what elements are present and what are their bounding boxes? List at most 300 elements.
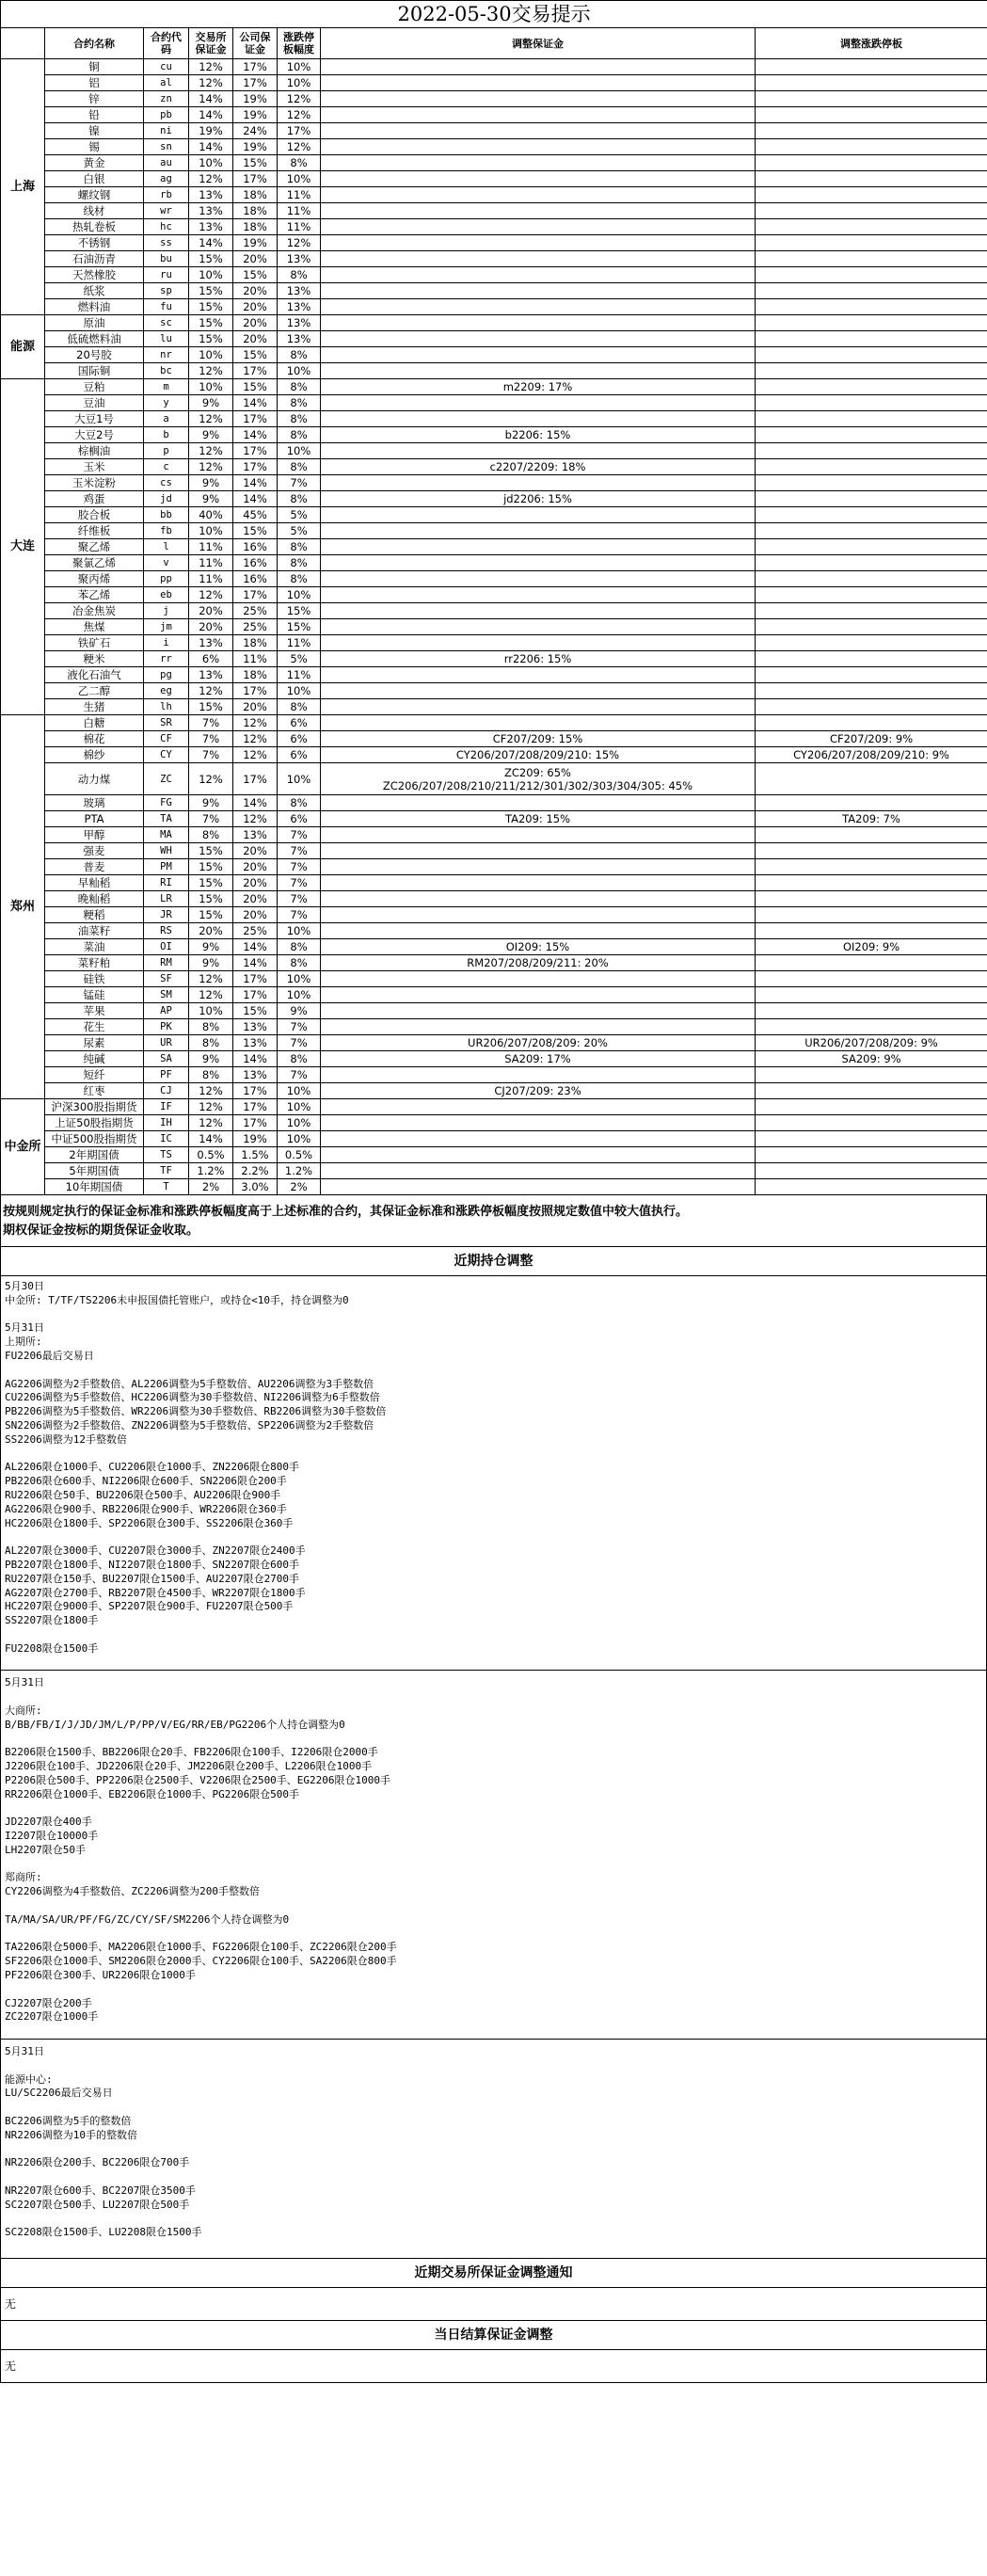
contract-name: 豆油 xyxy=(45,395,144,411)
contract-code: rr xyxy=(144,651,189,667)
price-limit: 10% xyxy=(278,59,321,75)
company-margin: 14% xyxy=(233,427,278,443)
company-margin: 17% xyxy=(233,683,278,699)
exchange-margin: 10% xyxy=(189,267,233,283)
rules-note xyxy=(0,1195,987,1246)
adjusted-limit xyxy=(756,1099,987,1115)
contract-code: zn xyxy=(144,91,189,107)
adjusted-limit xyxy=(756,283,987,299)
adjusted-limit xyxy=(756,571,987,587)
price-limit: 12% xyxy=(278,235,321,251)
price-limit: 12% xyxy=(278,139,321,155)
contract-row xyxy=(1,891,987,907)
contract-name: 玉米淀粉 xyxy=(45,475,144,491)
contract-name: 原油 xyxy=(45,315,144,331)
adjusted-margin: OI209: 15% xyxy=(321,939,756,955)
adjusted-limit: TA209: 7% xyxy=(756,811,987,827)
company-margin: 20% xyxy=(233,251,278,267)
exchange-margin: 13% xyxy=(189,203,233,219)
position-line: CJ2207限仓200手 xyxy=(5,1996,92,2009)
exchange-margin: 14% xyxy=(189,107,233,123)
exchange-margin: 14% xyxy=(189,139,233,155)
price-limit: 13% xyxy=(278,251,321,267)
adjusted-limit: UR206/207/208/209: 9% xyxy=(756,1035,987,1051)
contract-row xyxy=(1,555,987,571)
price-limit: 8% xyxy=(278,699,321,715)
contract-code: T xyxy=(144,1179,189,1195)
price-limit: 8% xyxy=(278,347,321,363)
adjusted-limit xyxy=(756,763,987,795)
price-limit: 8% xyxy=(278,411,321,427)
contract-name: 大豆2号 xyxy=(45,427,144,443)
adjusted-margin xyxy=(321,907,756,923)
company-margin: 14% xyxy=(233,955,278,971)
company-margin: 12% xyxy=(233,731,278,747)
contract-code: IF xyxy=(144,1099,189,1115)
page-title: 2022-05-30交易提示 xyxy=(1,1,987,28)
adjusted-margin xyxy=(321,1131,756,1147)
contract-row xyxy=(1,571,987,587)
price-limit: 10% xyxy=(278,923,321,939)
price-limit: 15% xyxy=(278,619,321,635)
adjusted-margin: jd2206: 15% xyxy=(321,491,756,507)
contract-row xyxy=(1,619,987,635)
adjusted-margin xyxy=(321,91,756,107)
adjusted-margin xyxy=(321,75,756,91)
exchange-margin: 15% xyxy=(189,875,233,891)
company-margin: 12% xyxy=(233,747,278,763)
exchange-margin: 12% xyxy=(189,171,233,187)
adjusted-limit xyxy=(756,171,987,187)
contract-code: hc xyxy=(144,219,189,235)
contract-name: 粳米 xyxy=(45,651,144,667)
price-limit: 10% xyxy=(278,443,321,459)
adjusted-margin xyxy=(321,59,756,75)
contract-name: 焦煤 xyxy=(45,619,144,635)
position-block xyxy=(5,1913,982,1928)
company-margin: 45% xyxy=(233,507,278,523)
position-line: PB2206限仓600手、NI2206限仓600手、SN2206限仓200手 xyxy=(5,1475,287,1488)
header-exchange xyxy=(1,28,45,59)
contract-name: 红枣 xyxy=(45,1083,144,1099)
company-margin: 20% xyxy=(233,891,278,907)
contract-row xyxy=(1,347,987,363)
position-line: 上期所: xyxy=(5,1336,42,1349)
price-limit: 7% xyxy=(278,859,321,875)
adjusted-limit xyxy=(756,651,987,667)
adjusted-limit xyxy=(756,683,987,699)
exchange-margin: 11% xyxy=(189,555,233,571)
exchange-margin: 10% xyxy=(189,1003,233,1019)
company-margin: 17% xyxy=(233,1099,278,1115)
position-block xyxy=(5,2073,982,2102)
price-limit: 13% xyxy=(278,331,321,347)
contract-name: 国际铜 xyxy=(45,363,144,379)
contract-row xyxy=(1,1035,987,1051)
contract-name: 低硫燃料油 xyxy=(45,331,144,347)
price-limit: 8% xyxy=(278,491,321,507)
contract-code: m xyxy=(144,379,189,395)
price-limit: 8% xyxy=(278,555,321,571)
contract-row xyxy=(1,315,987,331)
adjusted-limit xyxy=(756,155,987,171)
adjusted-margin xyxy=(321,267,756,283)
position-line: TA/MA/SA/UR/PF/FG/ZC/CY/SF/SM2206个人持仓调整为0 xyxy=(5,1912,290,1926)
contract-name: 锡 xyxy=(45,139,144,155)
adjusted-margin xyxy=(321,891,756,907)
exchange-margin: 19% xyxy=(189,123,233,139)
contract-name: 菜籽粕 xyxy=(45,955,144,971)
contract-name: 黄金 xyxy=(45,155,144,171)
adjusted-margin xyxy=(321,299,756,315)
exchange-label: 上海 xyxy=(1,59,45,315)
company-margin: 25% xyxy=(233,923,278,939)
contract-name: 沪深300股指期货 xyxy=(45,1099,144,1115)
adjusted-limit xyxy=(756,251,987,267)
adjusted-margin: ZC209: 65% ZC206/207/208/210/211/212/301/302/303/304/305: 45% xyxy=(321,763,756,795)
section-divider xyxy=(1,1670,986,1671)
company-margin: 1.5% xyxy=(233,1147,278,1163)
contract-row xyxy=(1,203,987,219)
price-limit: 11% xyxy=(278,667,321,683)
position-line: RU2206限仓50手、BU2206限仓500手、AU2206限仓900手 xyxy=(5,1488,281,1501)
position-line: NR2206调整为10手的整数倍 xyxy=(5,2128,137,2141)
adjusted-margin xyxy=(321,475,756,491)
position-line: LU/SC2206最后交易日 xyxy=(5,2087,113,2100)
exchange-margin: 15% xyxy=(189,699,233,715)
price-limit: 10% xyxy=(278,171,321,187)
price-limit: 8% xyxy=(278,571,321,587)
price-limit: 7% xyxy=(278,475,321,491)
contract-name: 玉米 xyxy=(45,459,144,475)
position-line: NR2206限仓200手、BC2206限仓700手 xyxy=(5,2156,190,2169)
price-limit: 9% xyxy=(278,1003,321,1019)
contract-row xyxy=(1,715,987,731)
position-line: 郑商所: xyxy=(5,1871,42,1884)
contract-name: 铅 xyxy=(45,107,144,123)
exchange-margin: 15% xyxy=(189,315,233,331)
exchange-margin: 9% xyxy=(189,491,233,507)
adjusted-margin xyxy=(321,1003,756,1019)
contract-row xyxy=(1,283,987,299)
contract-name: 上证50股指期货 xyxy=(45,1115,144,1131)
adjusted-margin: CF207/209: 15% xyxy=(321,731,756,747)
contract-name: 短纤 xyxy=(45,1067,144,1083)
contract-name: 鸡蛋 xyxy=(45,491,144,507)
price-limit: 8% xyxy=(278,955,321,971)
position-line: LH2207限仓50手 xyxy=(5,1843,86,1856)
contract-name: 镍 xyxy=(45,123,144,139)
exchange-margin: 20% xyxy=(189,923,233,939)
price-limit: 17% xyxy=(278,123,321,139)
adjusted-margin xyxy=(321,795,756,811)
contract-code: jd xyxy=(144,491,189,507)
adjusted-limit xyxy=(756,379,987,395)
exchange-margin: 12% xyxy=(189,75,233,91)
contract-name: 5年期国债 xyxy=(45,1163,144,1179)
adjusted-limit xyxy=(756,443,987,459)
company-margin: 3.0% xyxy=(233,1179,278,1195)
contract-row xyxy=(1,795,987,811)
contract-name: 20号胶 xyxy=(45,347,144,363)
exchange-margin: 8% xyxy=(189,1067,233,1083)
company-margin: 20% xyxy=(233,875,278,891)
company-margin: 20% xyxy=(233,859,278,875)
contract-code: bc xyxy=(144,363,189,379)
adjusted-limit xyxy=(756,699,987,715)
company-margin: 18% xyxy=(233,667,278,683)
price-limit: 12% xyxy=(278,91,321,107)
adjusted-margin xyxy=(321,635,756,651)
position-line: AL2207限仓3000手、CU2207限仓3000手、ZN2207限仓2400手 xyxy=(5,1544,306,1558)
adjusted-margin xyxy=(321,859,756,875)
price-limit: 8% xyxy=(278,379,321,395)
contract-code: au xyxy=(144,155,189,171)
contract-code: bb xyxy=(144,507,189,523)
exchange-margin: 12% xyxy=(189,363,233,379)
price-limit: 8% xyxy=(278,795,321,811)
price-limit: 6% xyxy=(278,731,321,747)
contract-row xyxy=(1,267,987,283)
contract-name: 锰硅 xyxy=(45,987,144,1003)
position-line: TA2206限仓5000手、MA2206限仓1000手、FG2206限仓100手、ZC2206限仓200手 xyxy=(5,1941,397,1954)
adjusted-margin xyxy=(321,395,756,411)
position-line: B/BB/FB/I/J/JD/JM/L/P/PP/V/EG/RR/EB/PG2206个人持仓调整为0 xyxy=(5,1718,345,1731)
adjusted-limit xyxy=(756,1179,987,1195)
position-block xyxy=(5,2184,982,2213)
company-margin: 11% xyxy=(233,651,278,667)
contract-code: MA xyxy=(144,827,189,843)
contract-name: 乙二醇 xyxy=(45,683,144,699)
position-block xyxy=(5,1997,982,2025)
contract-row xyxy=(1,59,987,75)
adjusted-limit xyxy=(756,267,987,283)
contract-name: 菜油 xyxy=(45,939,144,955)
adjusted-limit xyxy=(756,619,987,635)
adjusted-limit xyxy=(756,523,987,539)
contract-code: eg xyxy=(144,683,189,699)
adjusted-margin: b2206: 15% xyxy=(321,427,756,443)
contract-row xyxy=(1,539,987,555)
contract-row xyxy=(1,523,987,539)
price-limit: 12% xyxy=(278,107,321,123)
adjusted-limit xyxy=(756,1163,987,1179)
adjusted-margin xyxy=(321,443,756,459)
contract-name: 纯碱 xyxy=(45,1051,144,1067)
position-block xyxy=(5,1676,982,1690)
adjusted-margin: c2207/2209: 18% xyxy=(321,459,756,475)
contract-row xyxy=(1,763,987,795)
position-block xyxy=(5,1941,982,1982)
adjusted-margin xyxy=(321,875,756,891)
exchange-margin: 12% xyxy=(189,971,233,987)
contract-name: 石油沥青 xyxy=(45,251,144,267)
exchange-margin: 13% xyxy=(189,635,233,651)
adjusted-margin xyxy=(321,1163,756,1179)
adjusted-margin xyxy=(321,1019,756,1035)
exchange-margin: 15% xyxy=(189,891,233,907)
adjusted-margin xyxy=(321,683,756,699)
price-limit: 8% xyxy=(278,459,321,475)
price-limit: 5% xyxy=(278,507,321,523)
contract-code: p xyxy=(144,443,189,459)
contract-row xyxy=(1,603,987,619)
exchange-margin: 12% xyxy=(189,1115,233,1131)
position-line: J2206限仓100手、JD2206限仓20手、JM2206限仓200手、L2206限仓1000手 xyxy=(5,1760,373,1773)
contract-row xyxy=(1,587,987,603)
company-margin: 18% xyxy=(233,187,278,203)
contract-code: b xyxy=(144,427,189,443)
exchange-margin: 10% xyxy=(189,523,233,539)
contract-row xyxy=(1,827,987,843)
contract-row xyxy=(1,1019,987,1035)
adjusted-margin xyxy=(321,187,756,203)
exchange-margin: 14% xyxy=(189,1131,233,1147)
contract-name: 聚氯乙烯 xyxy=(45,555,144,571)
exchange-label: 大连 xyxy=(1,379,45,715)
adjusted-limit xyxy=(756,795,987,811)
contract-row xyxy=(1,459,987,475)
adjusted-margin xyxy=(321,203,756,219)
contract-code: jm xyxy=(144,619,189,635)
adjusted-limit xyxy=(756,555,987,571)
exchange-margin: 12% xyxy=(189,683,233,699)
contract-row xyxy=(1,955,987,971)
company-margin: 16% xyxy=(233,555,278,571)
adjusted-margin xyxy=(321,587,756,603)
contract-name: 中证500股指期货 xyxy=(45,1131,144,1147)
header-limit: 涨跌停板幅度 xyxy=(278,28,321,59)
contract-code: cu xyxy=(144,59,189,75)
contract-code: SA xyxy=(144,1051,189,1067)
adjusted-margin xyxy=(321,507,756,523)
contract-row xyxy=(1,331,987,347)
price-limit: 7% xyxy=(278,1019,321,1035)
contract-code: sn xyxy=(144,139,189,155)
contract-row xyxy=(1,635,987,651)
adjusted-margin xyxy=(321,171,756,187)
contract-name: 尿素 xyxy=(45,1035,144,1051)
price-limit: 10% xyxy=(278,1083,321,1099)
contract-name: 早籼稻 xyxy=(45,875,144,891)
adjusted-limit xyxy=(756,219,987,235)
price-limit: 6% xyxy=(278,747,321,763)
position-line: HC2206限仓1800手、SP2206限仓300手、SS2206限仓360手 xyxy=(5,1516,294,1529)
contract-code: nr xyxy=(144,347,189,363)
adjusted-limit xyxy=(756,107,987,123)
adjusted-limit: SA209: 9% xyxy=(756,1051,987,1067)
exchange-margin: 15% xyxy=(189,251,233,267)
exchange-margin: 2% xyxy=(189,1179,233,1195)
company-margin: 17% xyxy=(233,987,278,1003)
contract-row xyxy=(1,219,987,235)
contract-row xyxy=(1,475,987,491)
adjusted-margin xyxy=(321,699,756,715)
contract-name: 棉花 xyxy=(45,731,144,747)
contract-row xyxy=(1,939,987,955)
adjusted-limit xyxy=(756,827,987,843)
adjusted-margin: m2209: 17% xyxy=(321,379,756,395)
price-limit: 2% xyxy=(278,1179,321,1195)
price-limit: 13% xyxy=(278,315,321,331)
adjusted-margin: rr2206: 15% xyxy=(321,651,756,667)
exchange-margin: 8% xyxy=(189,1035,233,1051)
company-margin: 17% xyxy=(233,363,278,379)
company-margin: 20% xyxy=(233,331,278,347)
contract-row xyxy=(1,811,987,827)
contract-name: 聚乙烯 xyxy=(45,539,144,555)
adjusted-margin xyxy=(321,555,756,571)
company-margin: 16% xyxy=(233,539,278,555)
company-margin: 17% xyxy=(233,75,278,91)
adjusted-limit xyxy=(756,923,987,939)
contract-name: 苹果 xyxy=(45,1003,144,1019)
position-block xyxy=(5,1871,982,1899)
company-margin: 15% xyxy=(233,379,278,395)
exchange-margin: 12% xyxy=(189,587,233,603)
contract-row xyxy=(1,731,987,747)
contract-row xyxy=(1,1115,987,1131)
price-limit: 10% xyxy=(278,987,321,1003)
contract-code: y xyxy=(144,395,189,411)
contract-code: LR xyxy=(144,891,189,907)
contract-code: j xyxy=(144,603,189,619)
contract-code: i xyxy=(144,635,189,651)
contract-code: c xyxy=(144,459,189,475)
exchange-margin: 15% xyxy=(189,859,233,875)
contract-code: al xyxy=(144,75,189,91)
contract-row xyxy=(1,875,987,891)
price-limit: 10% xyxy=(278,363,321,379)
contract-row xyxy=(1,427,987,443)
contract-row xyxy=(1,299,987,315)
contract-code: lu xyxy=(144,331,189,347)
contract-row xyxy=(1,443,987,459)
contract-name: 白银 xyxy=(45,171,144,187)
adjusted-limit xyxy=(756,603,987,619)
company-margin: 24% xyxy=(233,123,278,139)
company-margin: 17% xyxy=(233,171,278,187)
adjusted-limit xyxy=(756,1147,987,1163)
contract-code: ss xyxy=(144,235,189,251)
adjusted-margin xyxy=(321,923,756,939)
contract-name: 花生 xyxy=(45,1019,144,1035)
exchange-margin: 7% xyxy=(189,731,233,747)
adjusted-margin: CY206/207/208/209/210: 15% xyxy=(321,747,756,763)
contract-name: 螺纹钢 xyxy=(45,187,144,203)
adjusted-limit xyxy=(756,347,987,363)
adjusted-limit xyxy=(756,859,987,875)
contract-row xyxy=(1,107,987,123)
adjusted-margin xyxy=(321,251,756,267)
price-limit: 10% xyxy=(278,1115,321,1131)
contract-code: FG xyxy=(144,795,189,811)
company-margin: 14% xyxy=(233,1051,278,1067)
adjusted-margin xyxy=(321,347,756,363)
company-margin: 20% xyxy=(233,299,278,315)
company-margin: 17% xyxy=(233,1083,278,1099)
company-margin: 17% xyxy=(233,443,278,459)
company-margin: 13% xyxy=(233,1035,278,1051)
price-limit: 8% xyxy=(278,1051,321,1067)
company-margin: 14% xyxy=(233,491,278,507)
position-line: SC2208限仓1500手、LU2208限仓1500手 xyxy=(5,2226,202,2239)
company-margin: 15% xyxy=(233,347,278,363)
position-line: AL2206限仓1000手、CU2206限仓1000手、ZN2206限仓800手 xyxy=(5,1461,300,1474)
adjusted-margin xyxy=(321,1147,756,1163)
rules-note-line: 期权保证金按标的期货保证金收取。 xyxy=(3,1224,199,1238)
header-adjust-margin: 调整保证金 xyxy=(321,28,756,59)
